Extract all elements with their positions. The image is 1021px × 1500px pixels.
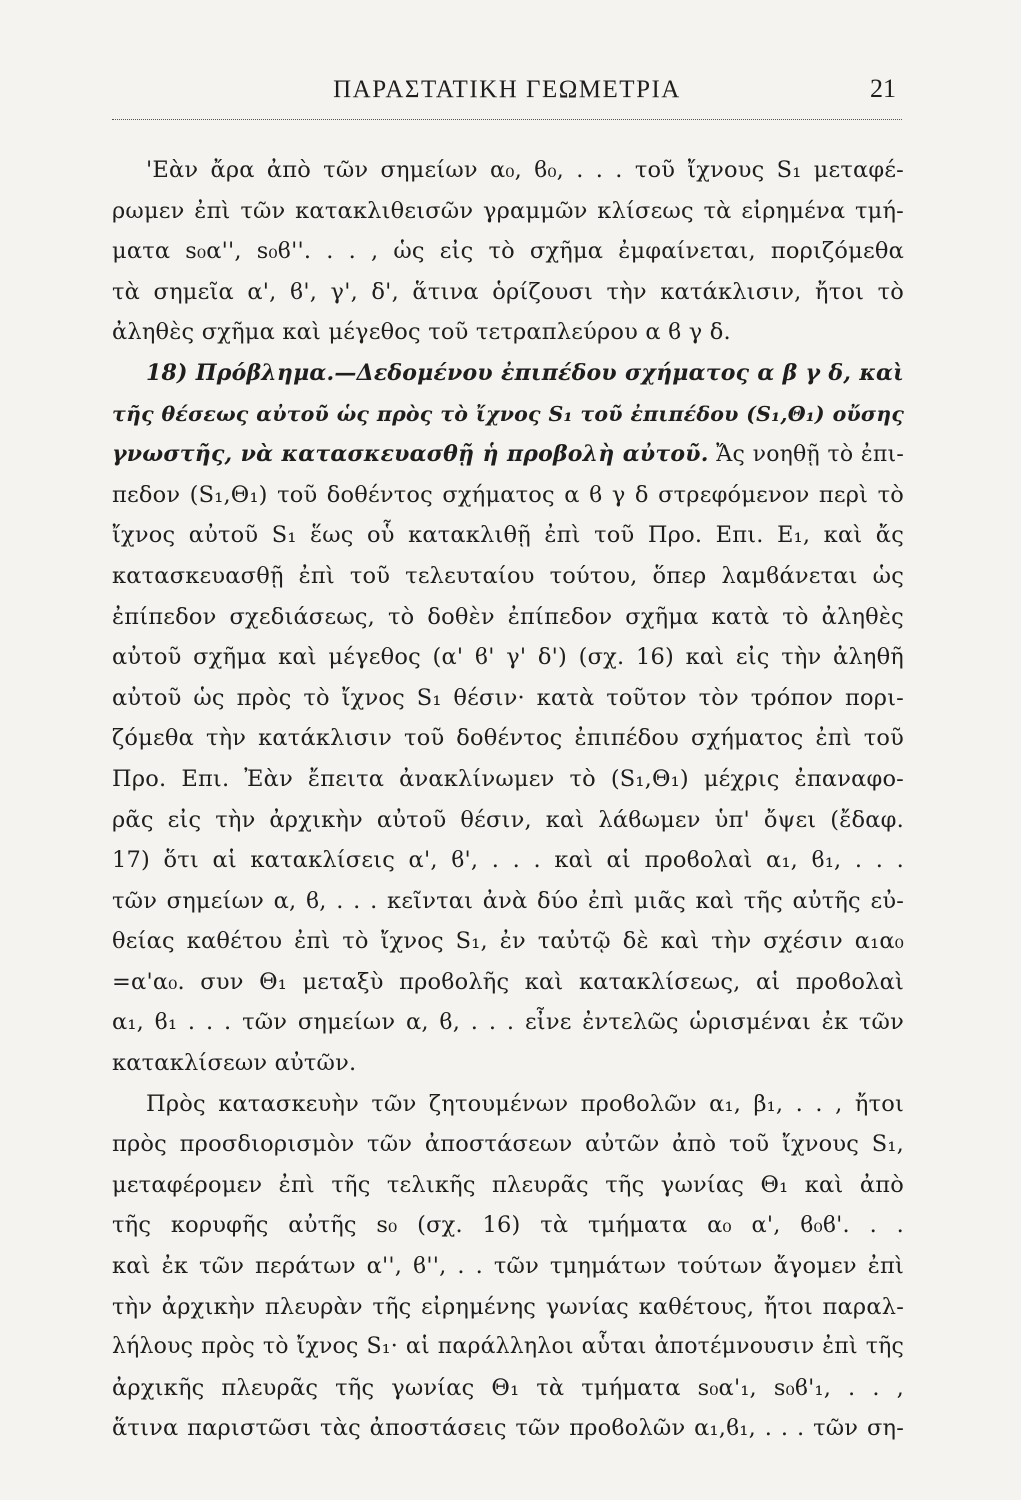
text-line: =α'α₀. συν Θ₁ μεταξὺ προϐολῆς καὶ κατακλίσεως, αἱ προϐολαὶ xyxy=(112,968,904,995)
text-line: τῆς κορυφῆς αὐτῆς s₀ (σχ. 16) τὰ τμήματα α₀ α', ϐ₀ϐ'. . . xyxy=(112,1212,904,1239)
text-line: Πρὸς κατασκευὴν τῶν ζητουμένων προϐολῶν α₁, β₁, . . , ἤτοι xyxy=(146,1090,904,1117)
problem-line xyxy=(112,394,904,435)
text-line: 'Εὰν ἄρα ἀπὸ τῶν σημείων α₀, ϐ₀, . . . τοῦ ἴχνους S₁ μεταφέ- xyxy=(146,157,904,183)
text-line: α₁, ϐ₁ . . . τῶν σημείων α, ϐ, . . . εἶνε ἐντελῶς ὡρισμέναι ἐκ τῶν xyxy=(112,1009,904,1036)
text-line: κατακλίσεων αὐτῶν. xyxy=(112,1050,357,1077)
text-line: τὴν ἀρχικὴν πλευρὰν τῆς εἰρημένης γωνίας καθέτους, ἤτοι παραλ- xyxy=(112,1293,904,1320)
text-line: κατασκευασθῇ ἐπὶ τοῦ τελευταίου τούτου, ὅπερ λαμϐάνεται ὡς xyxy=(112,562,904,589)
page-header xyxy=(112,70,902,120)
page-number: 21 xyxy=(870,74,896,103)
text-line: ἐπίπεδον σχεδιάσεως, τὸ δοθὲν ἐπίπεδον σχῆμα κατὰ τὸ ἀληθὲς xyxy=(112,603,904,630)
header-rule xyxy=(112,119,902,120)
problem-heading: 18) Πρόβλημα. xyxy=(146,359,335,386)
text-line: λήλους πρὸς τὸ ἴχνος S₁· αἱ παράλληλοι αὗται ἀποτέμνουσιν ἐπὶ τῆς xyxy=(112,1334,904,1360)
text-line: ζόμεθα τὴν κατάκλισιν τοῦ δοθέντος ἐπιπέδου σχήματος ἐπὶ τοῦ xyxy=(112,725,904,752)
text-line: ἴχνος αὐτοῦ S₁ ἕως οὗ κατακλιθῇ ἐπὶ τοῦ Προ. Επι. Ε₁, καὶ ἄς xyxy=(112,522,904,549)
running-title: ΠΑΡΑΣΤΑΤΙΚΗ ΓΕΩΜΕΤΡΙΑ xyxy=(333,76,681,103)
text-line: τὰ σημεῖα α', ϐ', γ', δ', ἅτινα ὁρίζουσι τὴν κατάκλισιν, ἤτοι τὸ xyxy=(112,278,904,305)
text-line: αὐτοῦ σχῆμα καὶ μέγεθος (α' ϐ' γ' δ') (σχ. 16) καὶ εἰς τὴν ἀληθῆ xyxy=(112,644,904,671)
problem-statement: —Δεδομένου ἐπιπέδου σχήματος α β γ δ, καὶ xyxy=(334,359,904,386)
text-line: καὶ ἐκ τῶν περάτων α'', ϐ'', . . τῶν τμημάτων τούτων ἄγομεν ἐπὶ xyxy=(112,1253,904,1280)
text-line: 17) ὅτι αἱ κατακλίσεις α', ϐ', . . . καὶ αἱ προϐολαὶ α₁, ϐ₁, . . . xyxy=(112,847,904,874)
text-line: ρᾶς εἰς τὴν ἀρχικὴν αὐτοῦ θέσιν, καὶ λάϐωμεν ὑπ' ὄψει (ἔδαφ. xyxy=(112,806,904,833)
text-line: ρωμεν ἐπὶ τῶν κατακλιθεισῶν γραμμῶν κλίσεως τὰ εἰρημένα τμή- xyxy=(112,197,904,224)
text-line: ματα s₀α'', s₀ϐ''. . . , ὡς εἰς τὸ σχῆμα ἐμφαίνεται, ποριζόμεθα xyxy=(112,238,904,265)
text-line: Προ. Επι. Ἐὰν ἔπειτα ἀνακλίνωμεν τὸ (S₁,Θ₁) μέχρις ἐπαναφο- xyxy=(112,765,904,792)
text-line: ἀληθὲς σχῆμα καὶ μέγεθος τοῦ τετραπλεύρου α ϐ γ δ. xyxy=(112,319,731,346)
problem-statement: τῆς θέσεως αὐτοῦ ὡς πρὸς τὸ ἴχνος S₁ τοῦ ἐπιπέδου (S₁,Θ₁) οὔσης xyxy=(112,401,904,426)
text-line: τῶν σημείων α, ϐ, . . . κεῖνται ἀνὰ δύο ἐπὶ μιᾶς καὶ τῆς αὐτῆς εὐ- xyxy=(112,887,904,914)
body-text xyxy=(112,150,904,1449)
problem-text: Ἄς νοηθῇ τὸ ἐπι- xyxy=(708,442,904,468)
problem-line xyxy=(112,434,904,475)
text-line: αὐτοῦ ὡς πρὸς τὸ ἴχνος S₁ θέσιν· κατὰ τοῦτον τὸν τρόπον πορι- xyxy=(112,684,904,711)
text-line: μεταφέρομεν ἐπὶ τῆς τελικῆς πλευρᾶς τῆς γωνίας Θ₁ καὶ ἀπὸ xyxy=(112,1171,904,1198)
text-line: ἀρχικῆς πλευρᾶς τῆς γωνίας Θ₁ τὰ τμήματα s₀α'₁, s₀ϐ'₁, . . , xyxy=(112,1374,904,1401)
problem-line xyxy=(112,353,904,394)
text-line: ἅτινα παριστῶσι τὰς ἀποστάσεις τῶν προϐολῶν α₁,ϐ₁, . . . τῶν ση- xyxy=(112,1415,904,1442)
text-line: πρὸς προσδιορισμὸν τῶν ἀποστάσεων αὐτῶν ἀπὸ τοῦ ἴχνους S₁, xyxy=(112,1131,904,1158)
text-line: θείας καθέτου ἐπὶ τὸ ἴχνος S₁, ἐν ταὐτῷ δὲ καὶ τὴν σχέσιν α₁α₀ xyxy=(112,928,904,955)
problem-statement: γνωστῆς, νὰ κατασκευασθῇ ἡ προβολὴ αὐτοῦ. xyxy=(112,441,709,468)
text-line: πεδον (S₁,Θ₁) τοῦ δοθέντος σχήματος α ϐ γ δ στρεφόμενον περὶ τὸ xyxy=(112,481,904,508)
